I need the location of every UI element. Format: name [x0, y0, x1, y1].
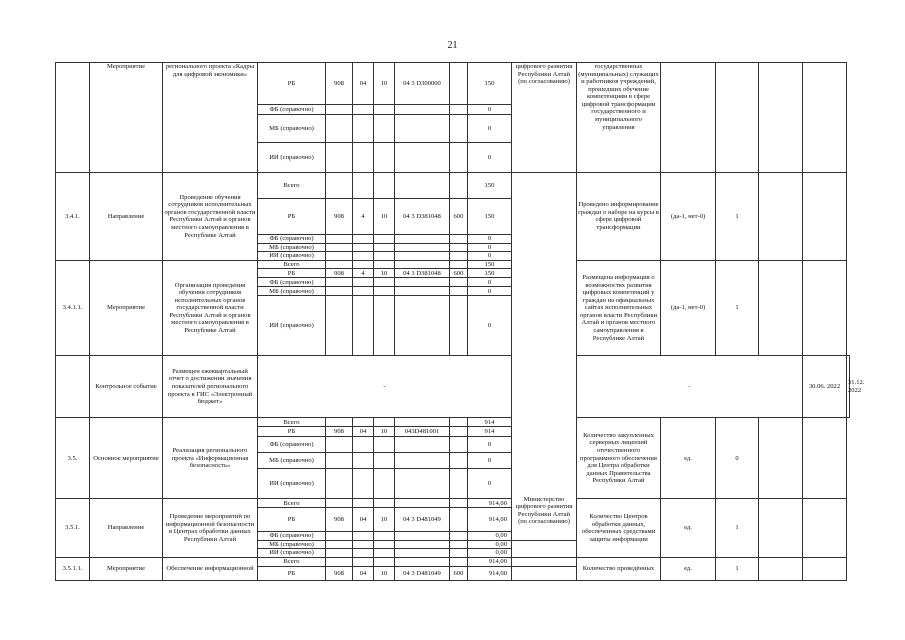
code-cell: 10	[374, 567, 395, 581]
code-cell: 10	[374, 199, 395, 235]
source-label: Всего	[258, 260, 326, 269]
amount-cell: 150	[468, 260, 512, 269]
row-type-cell: Направление	[90, 173, 163, 261]
code-cell: 908	[326, 199, 353, 235]
table-row	[56, 558, 850, 567]
source-label: ФБ (справочно)	[258, 105, 326, 115]
source-label: ИИ (справочно)	[258, 143, 326, 173]
source-label: Всего	[258, 499, 326, 508]
amount-cell: 0	[468, 437, 512, 453]
date-cell	[759, 173, 803, 261]
date-cell	[803, 173, 847, 261]
amount-cell: 0	[468, 115, 512, 143]
code-cell: 04	[353, 508, 374, 532]
row-name-cell: Проведение мероприятий по информационной безопасности в Центрах обработки данных Республики Алтай	[163, 499, 258, 558]
code-cell: 908	[326, 63, 353, 105]
target-cell: 1	[716, 260, 759, 356]
source-label: РБ	[258, 427, 326, 437]
amount-cell: 0	[468, 143, 512, 173]
amount-cell: 914,00	[468, 567, 512, 581]
code-cell: 04 3 D381048	[395, 269, 450, 278]
date-cell	[759, 260, 803, 356]
amount-cell: 0	[468, 252, 512, 261]
code-cell: 04 3 D300000	[395, 63, 450, 105]
row-num-cell: 3.4.1.	[56, 173, 90, 261]
amount-cell: 150	[468, 199, 512, 235]
row-num-cell: 3.5.1.	[56, 499, 90, 558]
source-label: МБ (справочно)	[258, 287, 326, 296]
amount-cell: 914	[468, 418, 512, 427]
code-cell: 043D481001	[395, 427, 450, 437]
target-cell: 1	[716, 558, 759, 581]
table-row	[56, 356, 850, 418]
source-label: МБ (справочно)	[258, 540, 326, 549]
source-label: ИИ (справочно)	[258, 296, 326, 356]
row-num-cell: 3.5.	[56, 418, 90, 499]
row-num-cell: 3.4.1.1.	[56, 260, 90, 356]
date-cell	[803, 63, 847, 173]
amount-cell: 914	[468, 427, 512, 437]
row-type-cell: Мероприятие	[90, 63, 163, 173]
row-name-cell: Реализация регионального проекта «Информационная безопасность»	[163, 418, 258, 499]
result-cell: Размещена информация о возможностях развития цифровых компетенций у граждан на официальных сайтах исполнительных органов власти Республики Алтай и органов местного самоуправления в Республике Алтай	[577, 260, 661, 356]
code-cell: 04	[353, 63, 374, 105]
row-type-cell: Основное мероприятие	[90, 418, 163, 499]
source-label: Всего	[258, 418, 326, 427]
date-cell	[803, 499, 847, 558]
row-type-cell: Контрольное событие	[90, 356, 163, 418]
code-cell: 600	[450, 567, 468, 581]
amount-cell: 150	[468, 63, 512, 105]
responsible-cell	[512, 558, 577, 567]
table-row	[56, 418, 850, 427]
page-number: 21	[447, 40, 458, 51]
amount-cell: 0	[468, 453, 512, 469]
result-cell: Количество закупленных серверных лицензий отечественного программного обеспечения для Центра обработки данных Правительства Республики Алтай	[577, 418, 661, 499]
date-cell	[759, 63, 803, 173]
table-row	[56, 173, 850, 199]
row-type-cell: Направление	[90, 499, 163, 558]
source-label: РБ	[258, 508, 326, 532]
unit-cell: ед.	[661, 499, 716, 558]
amount-cell: 0,00	[468, 532, 512, 541]
row-type-cell: Мероприятие	[90, 260, 163, 356]
amount-cell: 0,00	[468, 540, 512, 549]
code-cell: 4	[353, 269, 374, 278]
code-cell	[450, 63, 468, 105]
date-cell	[803, 558, 847, 581]
date-cell: 31.12. 2022	[847, 356, 850, 418]
source-label: ФБ (справочно)	[258, 532, 326, 541]
date-cell	[759, 418, 803, 499]
amount-cell: 914,00	[468, 508, 512, 532]
date-cell	[759, 499, 803, 558]
unit-cell: (да-1, нет-0)	[661, 260, 716, 356]
code-cell: 04	[353, 567, 374, 581]
amount-cell: 0	[468, 105, 512, 115]
amount-cell: 0	[468, 287, 512, 296]
code-cell: 908	[326, 427, 353, 437]
date-cell: 30.06. 2022	[803, 356, 847, 418]
unit-cell	[661, 63, 716, 173]
finance-dash: -	[258, 356, 512, 418]
code-cell: 908	[326, 269, 353, 278]
source-label: РБ	[258, 567, 326, 581]
result-dash: -	[577, 356, 803, 418]
amount-cell: 0	[468, 235, 512, 244]
row-name-cell: Организация проведения обучения сотрудников исполнительных органов государственной власти Республики Алтай и органов местного самоуправления в Республике Алтай	[163, 260, 258, 356]
row-num-cell	[56, 356, 90, 418]
code-cell	[450, 508, 468, 532]
code-cell: 600	[450, 269, 468, 278]
source-label: ФБ (справочно)	[258, 437, 326, 453]
code-cell: 908	[326, 508, 353, 532]
responsible-text: Министерство цифрового развития Республики Алтай (по согласованию)	[515, 495, 573, 526]
responsible-cell: цифрового развития Республики Алтай (по согласованию)	[512, 63, 577, 173]
row-num-cell	[56, 63, 90, 173]
date-cell	[759, 558, 803, 581]
result-cell: Количество проведённых	[577, 558, 661, 581]
amount-cell: 0	[468, 243, 512, 252]
amount-cell: 150	[468, 173, 512, 199]
source-label: Всего	[258, 558, 326, 567]
code-cell: 04	[353, 427, 374, 437]
row-type-cell: Мероприятие	[90, 558, 163, 581]
row-name-cell: Проведение обучения сотрудников исполнительных органов государственной власти Республики Алтай и органов местного самоуправления в Республике Алтай	[163, 173, 258, 261]
target-cell: 0	[716, 418, 759, 499]
code-cell: 10	[374, 269, 395, 278]
code-cell: 10	[374, 508, 395, 532]
amount-cell: 0,00	[468, 549, 512, 558]
source-label: МБ (справочно)	[258, 453, 326, 469]
code-cell: 04 3 D481049	[395, 508, 450, 532]
code-cell: 04 3 D381048	[395, 199, 450, 235]
result-cell: Количество Центров обработки данных, обеспеченных средствами защиты информации	[577, 499, 661, 558]
code-cell: 04 3 D481049	[395, 567, 450, 581]
result-cell: Проведено информирование граждан о наборе на курсы в сфере цифровой трансформации	[577, 173, 661, 261]
source-label: ИИ (справочно)	[258, 469, 326, 499]
target-cell: 1	[716, 499, 759, 558]
table-row	[56, 63, 850, 105]
date-cell	[803, 418, 847, 499]
source-label: РБ	[258, 63, 326, 105]
amount-cell: 0	[468, 296, 512, 356]
unit-cell: ед.	[661, 558, 716, 581]
row-name-cell: Обеспечение информационной	[163, 558, 258, 581]
result-cell: государственных (муниципальных) служащих и работников учреждений, прошедших обучение компетенциям в сфере цифровой трансформации государственного и муниципального управления	[577, 63, 661, 173]
code-cell: 4	[353, 199, 374, 235]
amount-cell: 0	[468, 278, 512, 287]
source-label: ФБ (справочно)	[258, 278, 326, 287]
source-label: МБ (справочно)	[258, 115, 326, 143]
row-num-cell: 3.5.1.1.	[56, 558, 90, 581]
code-cell: 600	[450, 199, 468, 235]
plan-table-wrapper	[55, 62, 865, 580]
source-label: РБ	[258, 199, 326, 235]
date-cell	[803, 260, 847, 356]
unit-cell: ед.	[661, 418, 716, 499]
code-cell	[450, 427, 468, 437]
responsible-cell	[512, 173, 577, 541]
responsible-cell	[512, 567, 577, 581]
amount-cell: 914,00	[468, 499, 512, 508]
table-row	[56, 260, 850, 269]
source-label: ФБ (справочно)	[258, 235, 326, 244]
source-label: ИИ (справочно)	[258, 549, 326, 558]
target-cell: 1	[716, 173, 759, 261]
unit-cell: (да-1, нет-0)	[661, 173, 716, 261]
amount-cell: 0	[468, 469, 512, 499]
source-label: Всего	[258, 173, 326, 199]
source-label: ИИ (справочно)	[258, 252, 326, 261]
target-cell	[716, 63, 759, 173]
table-row	[56, 499, 850, 508]
row-name-cell: Размещен ежеквартальный отчет о достижении значения показателей регионального проекта в ГИС «Электронный бюджет»	[163, 356, 258, 418]
plan-table	[55, 62, 865, 581]
source-label: РБ	[258, 269, 326, 278]
row-name-cell: регионального проекта «Кадры для цифровой экономики»	[163, 63, 258, 173]
code-cell: 10	[374, 427, 395, 437]
amount-cell: 150	[468, 269, 512, 278]
code-cell: 10	[374, 63, 395, 105]
code-cell: 908	[326, 567, 353, 581]
source-label: МБ (справочно)	[258, 243, 326, 252]
amount-cell: 914,00	[468, 558, 512, 567]
